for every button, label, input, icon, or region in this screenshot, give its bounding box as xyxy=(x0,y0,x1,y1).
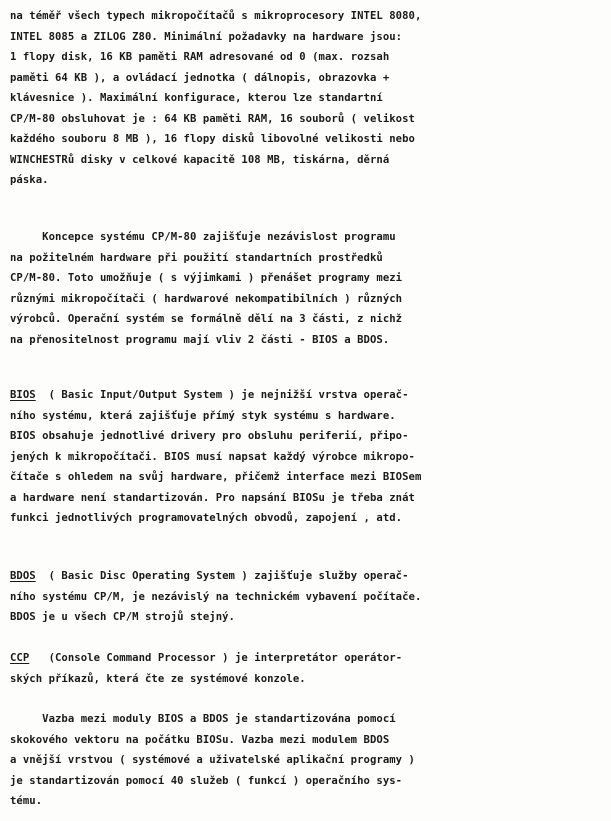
text-line: je standartizován pomocí 40 služeb ( funkcí ) operačního sys- xyxy=(10,774,403,787)
text-line: Vazba mezi moduly BIOS a BDOS je standartizována pomocí xyxy=(10,713,396,725)
text-line xyxy=(10,648,605,669)
paragraph-ccp xyxy=(10,648,605,689)
text-line: 1 flopy disk, 16 KB paměti RAM adresované od 0 (max. rozsah xyxy=(10,51,390,63)
text-line: jených k mikropočítači. BIOS musí napsat každý výrobce mikropo- xyxy=(10,450,415,463)
text-line: WINCHESTRů disky v celkové kapacitě 108 MB, tiskárna, děrná xyxy=(10,153,390,166)
text-line: funkci jednotlivých programovatelných obvodů, zapojení , atd. xyxy=(10,512,403,524)
text-line: skokového vektoru na počátku BIOSu. Vazba mezi modulem BDOS xyxy=(10,733,390,746)
text-line: čítače s ohledem na svůj hardware, přičemž interface mezi BIOSem xyxy=(10,471,422,483)
text-line: na téměř všech typech mikropočítačů s mikroprocesory INTEL 8080, xyxy=(10,10,422,22)
text-line: CP/M-80. Toto umožňuje ( s výjimkami ) přenášet programy mezi xyxy=(10,272,403,284)
paragraph-bios xyxy=(10,385,605,529)
text-line: ního systému, která zajišťuje přímý styk systému s hardware. xyxy=(10,409,396,422)
text-line: na přenositelnost programu mají vliv 2 části - BIOS a BDOS. xyxy=(10,333,390,346)
paragraph-concept xyxy=(10,227,605,350)
text-line xyxy=(10,385,605,406)
text-line: ských příkazů, která čte ze systémové konzole. xyxy=(10,672,306,685)
text-line: různými mikropočítači ( hardwarové nekompatibilních ) různých xyxy=(10,292,403,305)
text-line: klávesnice ). Maximální konfigurace, kterou lze standartní xyxy=(10,92,383,104)
text-line: paměti 64 KB ), a ovládací jednotka ( dálnopis, obrazovka + xyxy=(10,71,390,84)
text-fragment: (Console Command Processor ) je interpretátor operátor- xyxy=(29,652,403,664)
text-line: každého souboru 8 MB ), 16 flopy disků libovolné velikosti nebo xyxy=(10,133,415,145)
text-line: páska. xyxy=(10,174,49,186)
text-line: BDOS je u všech CP/M strojů stejný. xyxy=(10,611,235,623)
term-bios: BIOS xyxy=(10,389,36,401)
paragraph-intro xyxy=(10,6,605,191)
text-line: INTEL 8085 a ZILOG Z80. Minimální požadavky na hardware jsou: xyxy=(10,30,403,43)
term-bdos: BDOS xyxy=(10,570,36,582)
text-fragment: ( Basic Disc Operating System ) zajišťuje služby operač- xyxy=(35,570,409,582)
text-line: BIOS obsahuje jednotlivé drivery pro obsluhu periferií, připo- xyxy=(10,430,409,442)
paragraph-bdos xyxy=(10,566,605,628)
text-line: a hardware není standartizován. Pro napsání BIOSu je třeba znát xyxy=(10,491,415,504)
text-line: na požitelném hardware při použití standartních prostředků xyxy=(10,251,383,264)
text-line: CP/M-80 obsluhovat je : 64 KB paměti RAM, 16 souborů ( velikost xyxy=(10,112,415,125)
text-line: výrobců. Operační systém se formálně dělí na 3 části, z nichž xyxy=(10,313,403,325)
text-line: tému. xyxy=(10,795,43,807)
text-fragment: ( Basic Input/Output System ) je nejnižší vrstva operač- xyxy=(35,389,409,401)
text-line: ního systému CP/M, je nezávislý na technickém vybavení počítače. xyxy=(10,590,422,603)
text-line: a vnější vrstvou ( systémové a uživatelské aplikační programy ) xyxy=(10,754,415,766)
text-line: Koncepce systému CP/M-80 zajišťuje nezávislost programu xyxy=(10,231,396,243)
text-line xyxy=(10,566,605,587)
term-ccp: CCP xyxy=(10,652,30,664)
paragraph-interface xyxy=(10,709,605,812)
